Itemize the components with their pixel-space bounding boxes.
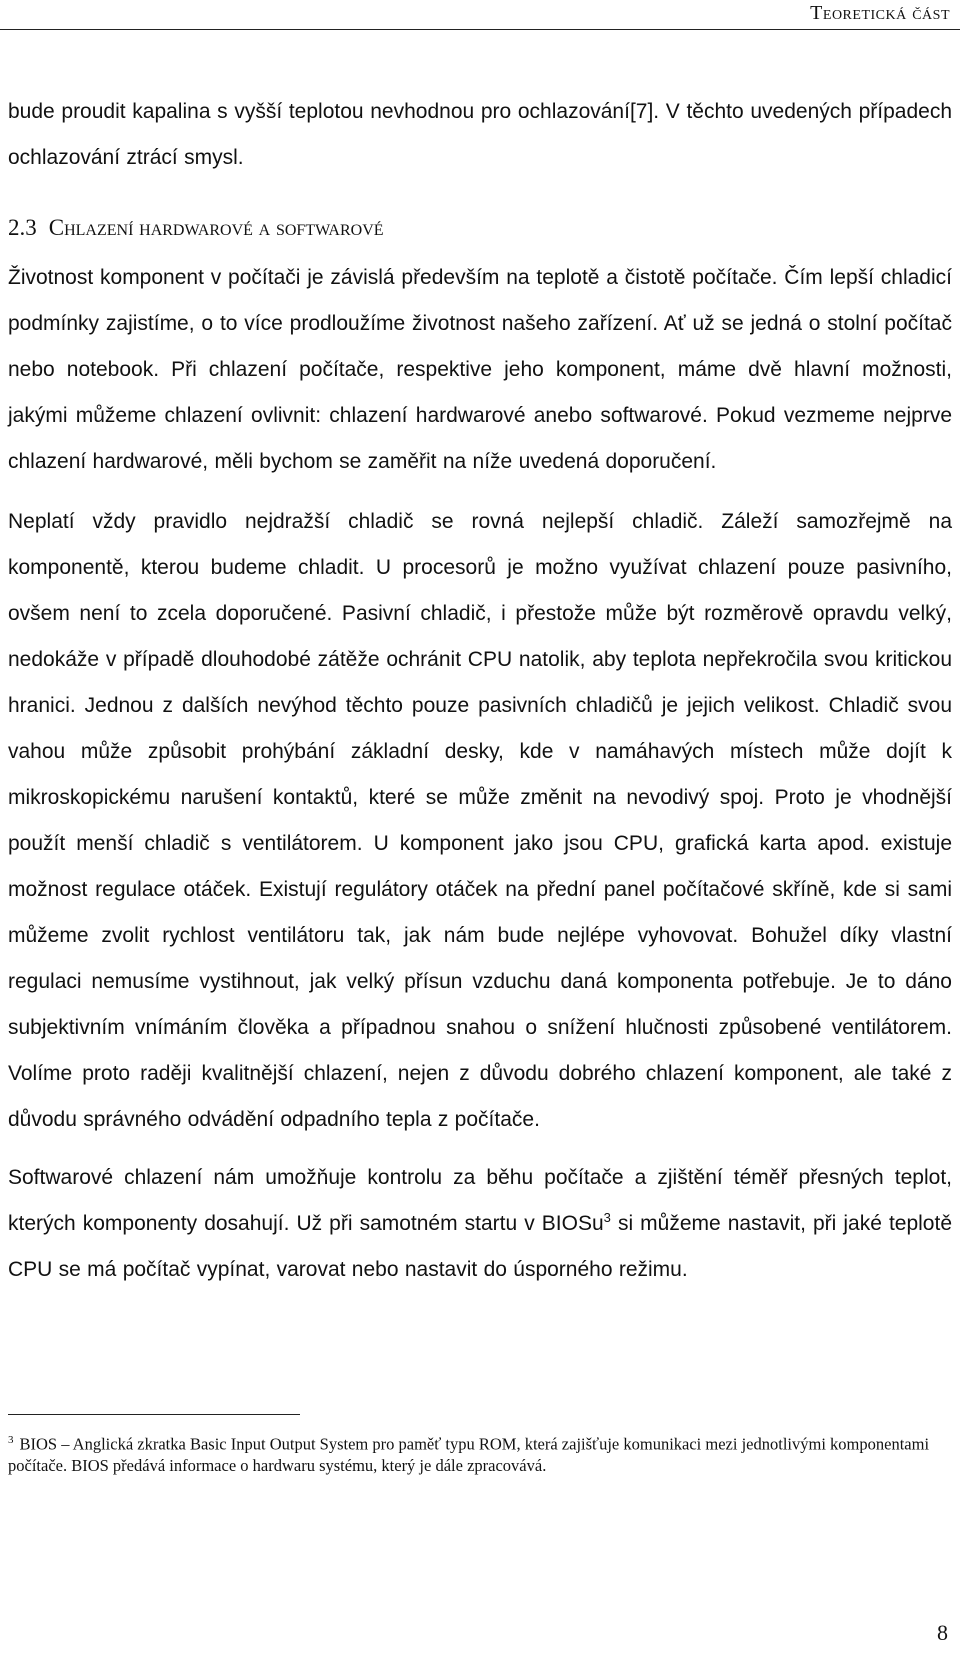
section-number: 2.3 [8, 215, 37, 240]
paragraph-software-text-b: si můžeme nastavit, při jaké teplotě CPU se má počítač vypínat, varovat nebo nastavit do úsporného režimu. [8, 1212, 952, 1281]
section-heading [8, 205, 952, 251]
paragraph-intro: Životnost komponent v počítači je závislá především na teplotě a čistotě počítače. Čím lepší chladicí podmínky zajistíme, o to více prodloužíme životnost našeho zařízení. Ať už se jedná o stolní počítač nebo notebook. Při chlazení počítače, respektive jeho komponent, máme dvě hlavní možnosti, jakými můžeme chlazení ovlivnit: chlazení hardwarové anebo softwarové. Pokud vezmeme nejprve chlazení hardwarové, měli bychom se zaměřit na níže uvedená doporučení. [8, 266, 952, 473]
paragraph-software-text-a: Softwarové chlazení nám umožňuje kontrolu za běhu počítače a zjištění téměř přesných teplot, kterých komponenty dosahují. Už při samotném startu v BIOSu [8, 1166, 952, 1235]
footnote-divider [8, 1414, 300, 1415]
section-title: Chlazení hardwarové a softwarové [48, 215, 384, 240]
running-header [810, 2, 950, 25]
header-divider [0, 29, 960, 30]
page-number: 8 [937, 1620, 948, 1645]
footnote-text: BIOS – Anglická zkratka Basic Input Output System pro paměť typu ROM, která zajišťuje komunikaci mezi jednotlivými komponentami počítače. BIOS předává informace o hardwaru systému, který je dále zpracovává. [8, 1434, 930, 1475]
running-header-title: Teoretická část [810, 2, 950, 24]
footnote-reference[interactable]: 3 [603, 1210, 611, 1225]
footnote-mark: 3 [8, 1434, 14, 1446]
paragraph-continuation: bude proudit kapalina s vyšší teplotou nevhodnou pro ochlazování[7]. V těchto uvedených případech ochlazování ztrácí smysl. [8, 100, 952, 169]
paragraph-hardware-cooling: Neplatí vždy pravidlo nejdražší chladič se rovná nejlepší chladič. Záleží samozřejmě na komponentě, kterou budeme chladit. U procesorů je možno využívat chlazení pouze pasivního, ovšem není to zcela doporučené. Pasivní chladič, i přestože může být rozměrově opravdu velký, nedokáže v případě dlouhodobé zátěže ochránit CPU natolik, aby teplota nepřekročila svou kritickou hranici. Jednou z dalších nevýhod těchto pouze pasivních chladičů je jejich velikost. Chladič svou vahou může způsobit prohýbání základní desky, kde v namáhavých místech může dojít k mikroskopickému narušení kontaktů, které se může změnit na nevodivý spoj. Proto je vhodnější použít menší chladič s ventilátorem. U komponent jako jsou CPU, grafická karta apod. existuje možnost regulace otáček. Existují regulátory otáček na přední panel počítačové skříně, kde si sami můžeme zvolit rychlost ventilátoru tak, jak nám bude nejlépe vyhovovat. Bohužel díky vlastní regulaci nemusíme vystihnout, jak velký přísun vzduchu daná komponenta potřebuje. Je to dáno subjektivním vnímáním člověka a případnou snahou o snížení hlučnosti způsobené ventilátorem. Volíme proto raději kvalitnější chlazení, nejen z důvodu dobrého chlazení komponent, ale také z důvodu správného odvádění odpadního tepla z počítače. [8, 510, 952, 1131]
footnote [8, 1430, 952, 1476]
paragraph-software-cooling [8, 1155, 952, 1293]
page-body [8, 89, 952, 1293]
